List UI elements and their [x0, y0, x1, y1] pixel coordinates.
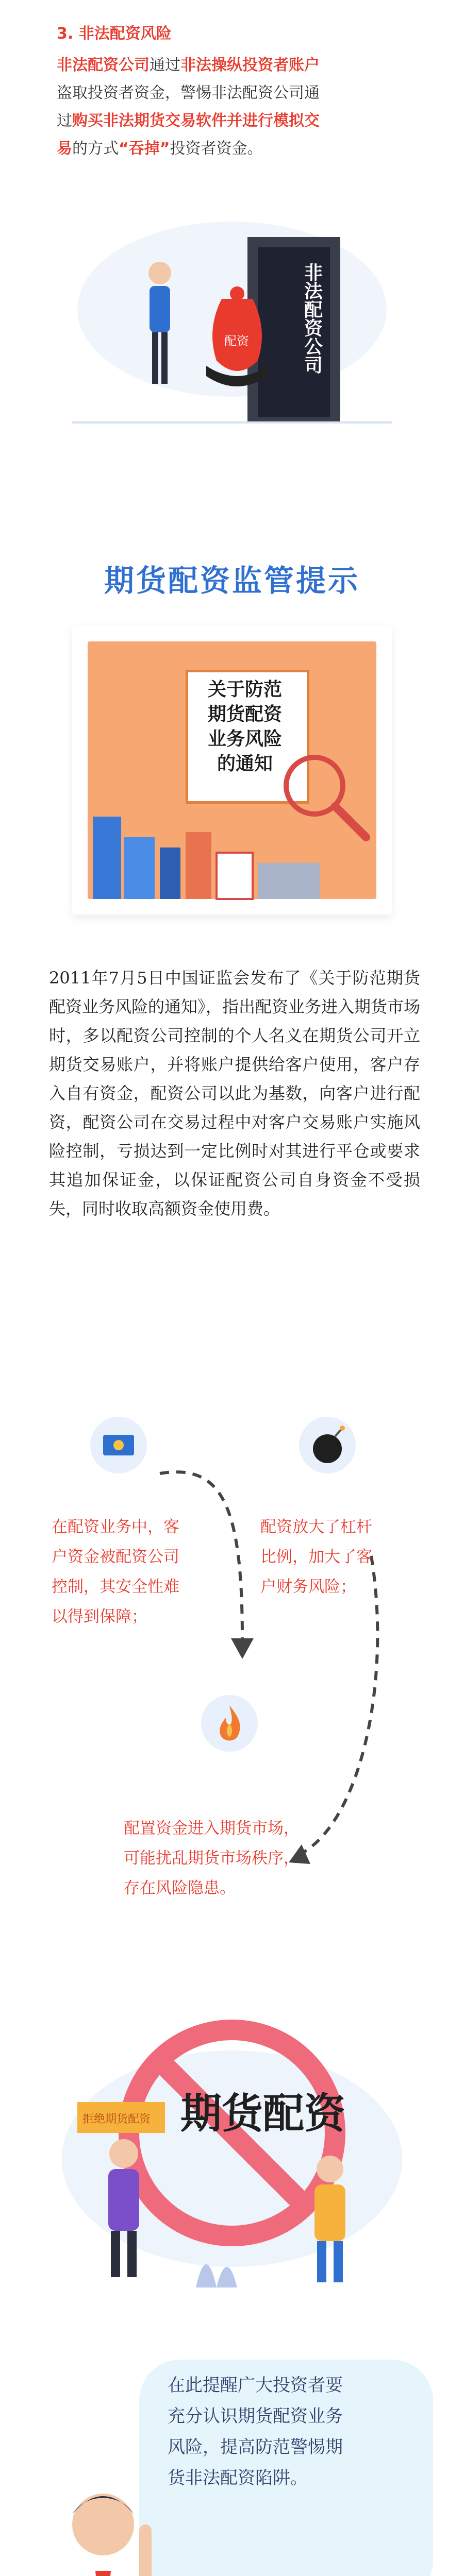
person-body	[314, 2184, 345, 2241]
city-skyline	[72, 626, 392, 914]
para-line-4: 易的方式“吞掉”投资者资金。	[57, 140, 263, 158]
para-line-2: 盗取投资者资金，警惕非法配资公司通	[57, 84, 320, 102]
arrow-head-icon	[231, 1638, 254, 1659]
para-line-3: 过购买非法期货交易软件并进行模拟交	[57, 112, 320, 130]
person-leg	[317, 2241, 326, 2282]
bag-tie-icon	[230, 286, 244, 301]
section-heading: 3. 非法配资风险	[57, 25, 172, 43]
advisor-head	[72, 2494, 134, 2555]
investor-leg	[161, 332, 168, 384]
risk-bubble-center	[201, 1695, 258, 1752]
risk-left-text: 在配资业务中，客 户资金被配资公司 控制，其安全性难 以得到保障；	[52, 1518, 179, 1626]
bag-label: 配资	[224, 334, 249, 348]
person-head	[317, 2156, 343, 2182]
person-leg	[127, 2231, 137, 2277]
fire-icon	[201, 1695, 258, 1752]
stop-illustration	[41, 1999, 423, 2308]
building	[258, 863, 320, 899]
investor-body	[150, 286, 170, 332]
body-paragraph: 2011年7月5日中国证监会发布了《关于防范期货配资业务风险的通知》，指出配资业务进入期货市场时，多以配资公司控制的个人名义在期货公司开立期货交易账户，并将账户提供给客户使用，客户存入自有资金，配资公司以此为基数，向客户进行配资，配资公司在交易过程中对客户交易账户实施风险控制，亏损达到一定比例时对其进行平仓或要求其追加保证金，以保证配资公司自身资金不受损失，同时收取高额资金使用费。	[49, 968, 421, 1218]
notice-text: 关于防范 期货配资 业务风险 的通知	[207, 679, 282, 774]
door-sign: 非法配资公司	[301, 263, 323, 374]
page-title: 期货配资监管提示	[104, 563, 360, 598]
final-tip-text: 在此提醒广大投资者要 充分认识期货配资业务 风险，提高防范警惕期 货非法配资陷阱。	[168, 2375, 343, 2488]
advisor-illustration	[46, 2463, 180, 2576]
magnifier-handle	[335, 806, 366, 837]
investor-head	[148, 262, 171, 284]
advisor-tie	[95, 2571, 111, 2576]
person-leg	[111, 2231, 120, 2277]
banner-text: 拒绝期货配资	[82, 2113, 151, 2126]
risk-bottom-text: 配置资金进入期货市场， 可能扰乱期货市场秩序， 存在风险隐患。	[124, 1819, 300, 1897]
person-head	[109, 2139, 138, 2168]
building	[124, 837, 155, 899]
person-body	[108, 2169, 139, 2231]
building	[217, 853, 253, 899]
notice-card	[72, 626, 392, 914]
illegal-company-illustration	[52, 196, 412, 453]
risk-right-text: 配资放大了杠杆 比例，加大了客 户财务风险；	[260, 1518, 372, 1596]
building	[160, 848, 180, 899]
intro-paragraph	[57, 52, 418, 163]
building	[93, 817, 121, 899]
person-leg	[334, 2241, 343, 2282]
building	[186, 832, 211, 899]
stop-sign-text: 期货配资	[180, 2090, 345, 2138]
para-line-1: 非法配资公司通过非法操纵投资者账户	[57, 56, 320, 74]
investor-leg	[152, 332, 158, 384]
advisor-raised-hand	[139, 2524, 152, 2576]
plant-decoration	[196, 2264, 237, 2287]
